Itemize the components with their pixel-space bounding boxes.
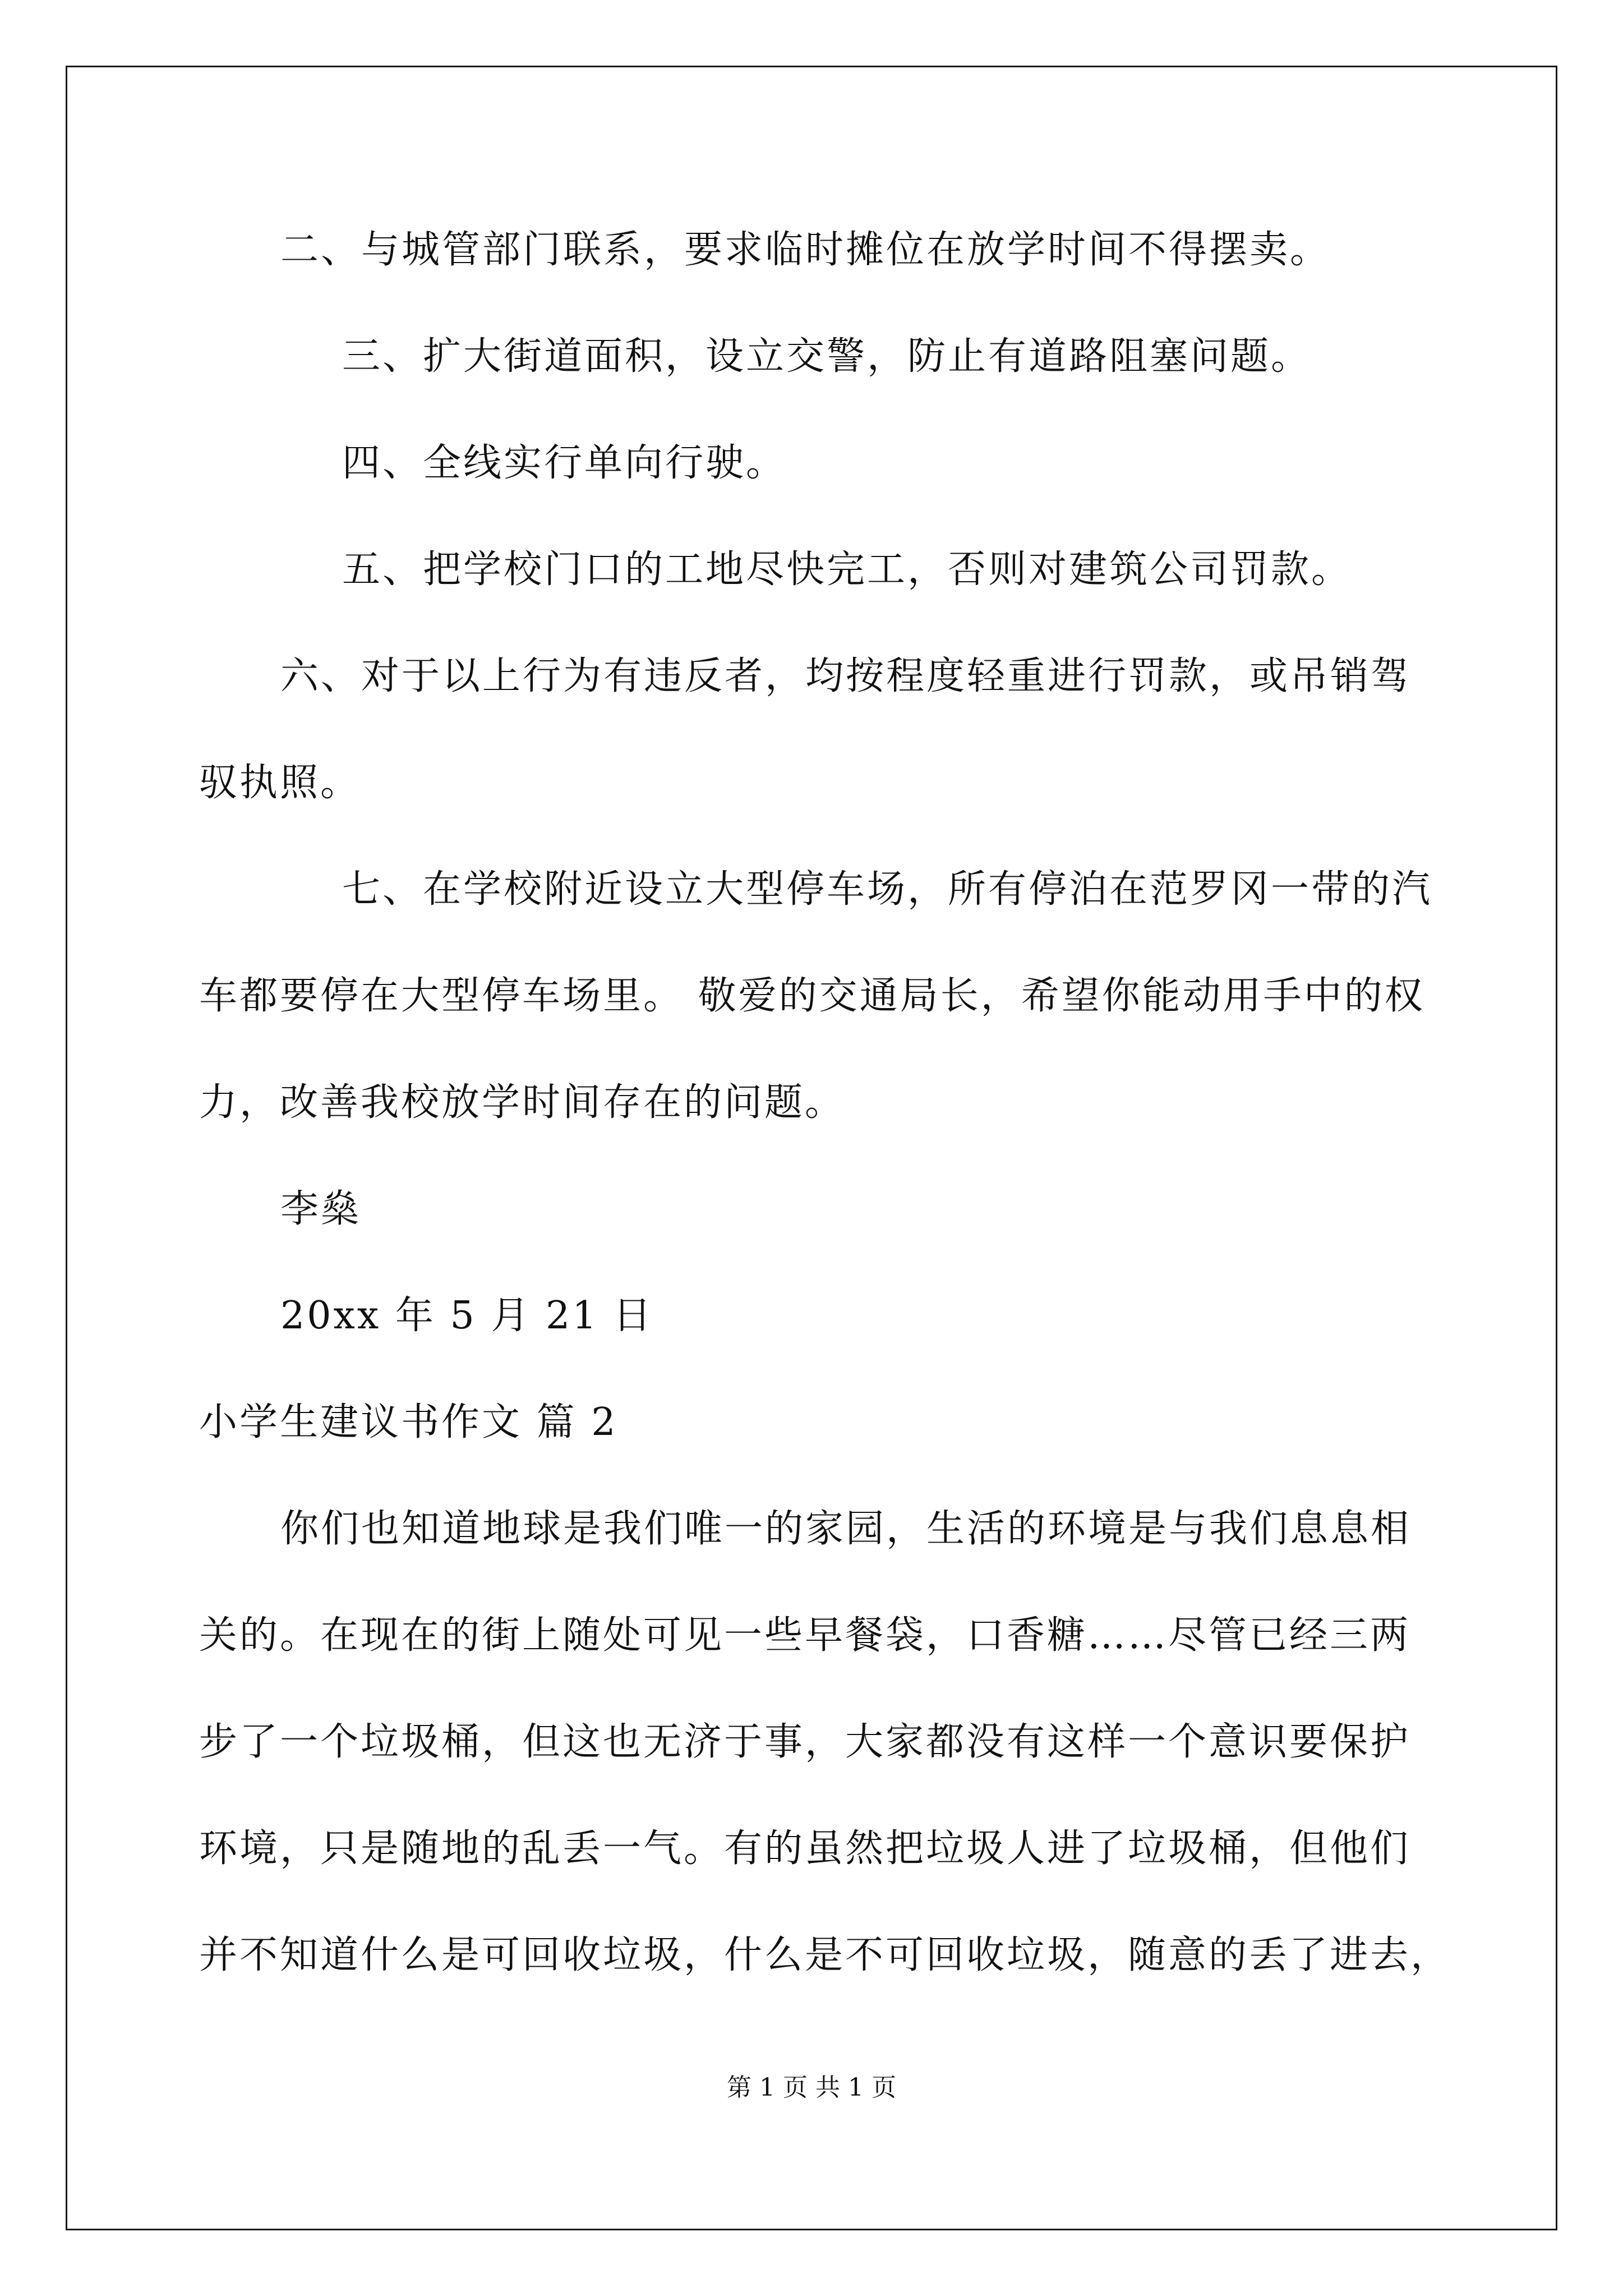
text-line: 七、在学校附近设立大型停车场，所有停泊在范罗冈一带的汽 <box>342 867 1433 912</box>
page-number-footer: 第 1 页 共 1 页 <box>727 2073 896 2102</box>
text-line: 二、与城管部门联系，要求临时摊位在放学时间不得摆卖。 <box>280 228 1331 272</box>
signature-name: 李燊 <box>280 1187 362 1231</box>
page-border <box>66 66 1557 2230</box>
text-line: 关的。在现在的街上随处可见一些早餐袋，口香糖……尽管已经三两 <box>199 1613 1411 1658</box>
text-line: 五、把学校门口的工地尽快完工，否则对建筑公司罚款。 <box>342 547 1352 592</box>
text-line: 环境，只是随地的乱丢一气。有的虽然把垃圾人进了垃圾桶，但他们 <box>199 1826 1411 1871</box>
text-line: 力，改善我校放学时间存在的问题。 <box>199 1080 846 1125</box>
text-line: 你们也知道地球是我们唯一的家园，生活的环境是与我们息息相 <box>280 1507 1412 1551</box>
text-line: 步了一个垃圾桶，但这也无济于事，大家都没有这样一个意识要保护 <box>199 1720 1411 1764</box>
text-line: 四、全线实行单向行驶。 <box>342 441 787 485</box>
text-line: 三、扩大街道面积，设立交警，防止有道路阻塞问题。 <box>342 334 1312 379</box>
text-line: 并不知道什么是可回收垃圾，什么是不可回收垃圾，随意的丢了进去， <box>199 1933 1451 1977</box>
signature-date: 20xx 年 5 月 21 日 <box>280 1294 654 1338</box>
section-heading: 小学生建议书作文 篇 2 <box>199 1400 618 1444</box>
text-line: 六、对于以上行为有违反者，均按程度轻重进行罚款，或吊销驾 <box>280 654 1412 698</box>
text-line: 驭执照。 <box>199 761 361 805</box>
text-line: 车都要停在大型停车场里。 敬爱的交通局长，希望你能动用手中的权 <box>199 974 1425 1018</box>
